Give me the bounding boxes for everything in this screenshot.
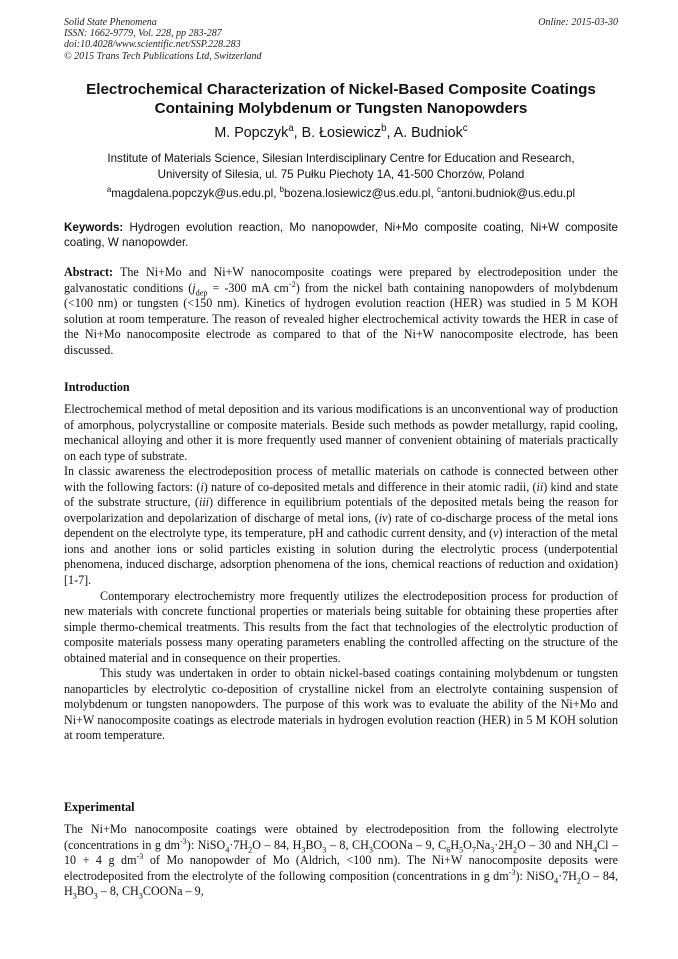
exp-text: – 8, CH <box>97 884 139 899</box>
affiliation <box>64 151 618 182</box>
exp-text: BO <box>305 837 323 852</box>
exp-text: BO <box>76 884 94 899</box>
email-budniok: antoni.budniok@us.edu.pl <box>440 187 576 200</box>
journal-header <box>64 17 618 62</box>
intro-text: In classic awareness the electrodeposition process of metallic materials on cathode is connected between other with the following factors: ( <box>64 464 618 494</box>
exp-sub: 3 <box>368 844 373 854</box>
exp-sub: 3 <box>322 844 327 854</box>
paper-title <box>64 81 618 118</box>
exp-sub: 3 <box>72 891 77 901</box>
introduction-body <box>64 402 618 744</box>
experimental-paragraph-1 <box>64 822 618 900</box>
paper-title-line-1: Electrochemical Characterization of Nickel-Based Composite Coatings <box>86 81 596 98</box>
intro-paragraph-1: Electrochemical method of metal deposition and its various modifications is an unconventional way of production of amorphous, polycrystalline or composite materials. Beside such methods as powder metallurgy, rapid cooling, mechanical alloying and other it is more frequently used manner of convenient obtaining of materials practically on each type of substrate. <box>64 402 618 463</box>
email-mark: c <box>436 185 441 195</box>
experimental-heading: Experimental <box>64 800 135 814</box>
intro-roman: iv <box>378 510 388 525</box>
intro-paragraph-4: This study was undertaken in order to obtain nickel-based coatings containing molybdenum or tungsten nanoparticles by electrolytic co-deposition of crystalline nickel from an electrolyte containing suspension of molybdenum or tungsten nanopowders. The purpose of this work was to evaluate the ability of the Ni+Mo and Ni+W nanocomposite coatings as electrode materials in hydrogen evolution reaction (HER) in 5 M KOH solution at room temperature. <box>64 666 618 743</box>
exp-sub: 5 <box>459 844 464 854</box>
journal-name: Solid State Phenomena <box>64 17 157 28</box>
exp-sub: 2 <box>513 844 518 854</box>
affiliation-line-1: Institute of Materials Science, Silesian Interdisciplinary Centre for Education and Research, <box>107 152 575 165</box>
author-mark: a <box>288 123 294 135</box>
journal-copyright: © 2015 Trans Tech Publications Ltd, Switzerland <box>64 50 262 62</box>
exp-text: ): NiSO <box>515 868 554 883</box>
intro-roman: iii <box>198 495 210 510</box>
journal-issn: ISSN: 1662-9779, Vol. 228, pp 283-287 <box>64 28 222 40</box>
exp-text: – 8, CH <box>326 837 369 852</box>
author-separator: , <box>386 125 394 141</box>
abstract-superscript: -2 <box>288 279 296 289</box>
intro-roman: i <box>200 479 204 494</box>
exp-text: ·7H <box>558 868 577 883</box>
introduction-heading: Introduction <box>64 380 130 394</box>
author-mark: c <box>462 123 468 135</box>
exp-sub: 2 <box>248 844 253 854</box>
abstract <box>64 265 618 358</box>
exp-sub: 3 <box>138 891 143 901</box>
intro-text: ) rate of co-discharge process of the metal ions dependent on the electrolyte type, its temperature, pH and cathodic current density, and ( <box>64 510 618 541</box>
abstract-symbol: j <box>192 280 196 295</box>
intro-text: ) difference in equilibrium potentials of the deposited metals being the reason for overpolarization and depolarization of discharge of metal ions, ( <box>64 495 619 525</box>
exp-sup: -3 <box>136 852 144 862</box>
exp-sub: 4 <box>592 844 598 854</box>
email-mark: a <box>106 185 112 195</box>
author-emails <box>64 186 618 201</box>
intro-text: ) interaction of the metal ions and another ions or solid particles existing in solution during the electrolytic process (underpotential phenomena, induced discharge, adsorption phenomena of the ions, chemical reactions of reduction and oxidation) [1-7]. <box>64 526 619 588</box>
exp-text: COONa – 9, <box>142 884 204 899</box>
abstract-text: ) from the nickel bath containing nanopowders of molybdenum (<100 nm) or tungsten (<150 nm). Kinetics of hydrogen evolution reaction (HER) was studied in 5 M KOH solution at room temperature. The reason of revealed higher electrochemical activity towards the HER in case of the Ni+Mo nanocomposite electrode as compared to that of the Ni+W nanocomposite electrode, has been discussed. <box>64 280 618 357</box>
author-mark: b <box>381 123 387 135</box>
exp-sub: 6 <box>446 844 451 854</box>
intro-roman: ii <box>536 479 544 494</box>
author-separator: , <box>293 125 302 141</box>
exp-text: O – 84, H <box>252 837 302 852</box>
keywords-label: Keywords: <box>64 221 124 234</box>
exp-sub: 3 <box>490 844 495 854</box>
keywords-text: Hydrogen evolution reaction, Mo nanopowder, Ni+Mo composite coating, Ni+W composite coating, W nanopowder. <box>64 221 618 250</box>
author-popczyk: M. Popczyk <box>214 125 289 141</box>
exp-text: ·2H <box>494 837 514 852</box>
email-popczyk: magdalena.popczyk@us.edu.pl, <box>111 187 280 200</box>
exp-text: O – 84, H <box>64 868 618 899</box>
exp-text: ·7H <box>229 837 249 852</box>
exp-text: O – 30 and NH <box>517 837 593 852</box>
exp-text: of Mo nanopowder of Mo (Aldrich, <100 nm). The Ni+W nanocomposite deposits were electrodeposited from the electrolyte of the following composition (concentrations in g dm <box>64 853 618 883</box>
exp-text: COONa – 9, C <box>372 837 447 852</box>
intro-paragraph-2 <box>64 464 618 588</box>
exp-sub: 4 <box>225 844 230 854</box>
author-losiewicz: B. Łosiewicz <box>301 125 382 141</box>
abstract-text: = -300 mA cm <box>207 280 289 295</box>
keywords <box>64 220 618 251</box>
paper-title-line-2: Containing Molybdenum or Tungsten Nanopowders <box>154 99 528 117</box>
abstract-text: The Ni+Mo and Ni+W nanocomposite coatings were prepared by electrodeposition under the galvanostatic conditions ( <box>64 265 618 295</box>
author-budniok: A. Budniok <box>393 125 463 141</box>
intro-paragraph-3: Contemporary electrochemistry more frequently utilizes the electrodeposition process for production of new materials with concrete functional properties or materials being suitable for obtaining these properties after simple thermo-chemical treatments. This results from the fact that technologies of the electrolytic production of composite materials possess many operating parameters enabling the controlled affecting on the structure of the obtained material and in consequence on their properties. <box>64 588 618 665</box>
exp-text: The Ni+Mo nanocomposite coatings were obtained by electrodeposition from the following electrolyte (concentrations in g dm <box>64 822 618 852</box>
exp-sub: 7 <box>471 844 477 854</box>
affiliation-line-2: University of Silesia, ul. 75 Pułku Piechoty 1A, 41-500 Chorzów, Poland <box>157 167 525 181</box>
exp-text: Na <box>476 837 491 852</box>
exp-sub: 3 <box>93 891 98 901</box>
author-list <box>64 124 618 142</box>
email-mark: b <box>279 185 285 195</box>
exp-sup: -3 <box>179 836 187 846</box>
exp-text: ): NiSO <box>186 837 226 852</box>
journal-doi: doi:10.4028/www.scientific.net/SSP.228.283 <box>64 39 241 51</box>
intro-roman: v <box>493 526 499 541</box>
email-losiewicz: bozena.losiewicz@us.edu.pl, <box>284 187 437 200</box>
abstract-label: Abstract: <box>64 265 114 279</box>
online-date: Online: 2015-03-30 <box>538 17 618 28</box>
abstract-subscript: dep <box>195 287 208 297</box>
exp-sub: 4 <box>553 876 559 886</box>
exp-sup: -3 <box>508 867 516 877</box>
exp-text: Cl – 10 + 4 g dm <box>64 837 619 868</box>
intro-text: ) kind and state of the substrate structure, ( <box>64 479 618 510</box>
experimental-body <box>64 822 618 900</box>
exp-sub: 3 <box>301 844 306 854</box>
exp-text: H <box>450 837 460 852</box>
exp-sub: 2 <box>576 876 582 886</box>
exp-text: O <box>463 837 472 852</box>
intro-text: ) nature of co-deposited metals and difference in their atomic radii, ( <box>203 479 537 494</box>
